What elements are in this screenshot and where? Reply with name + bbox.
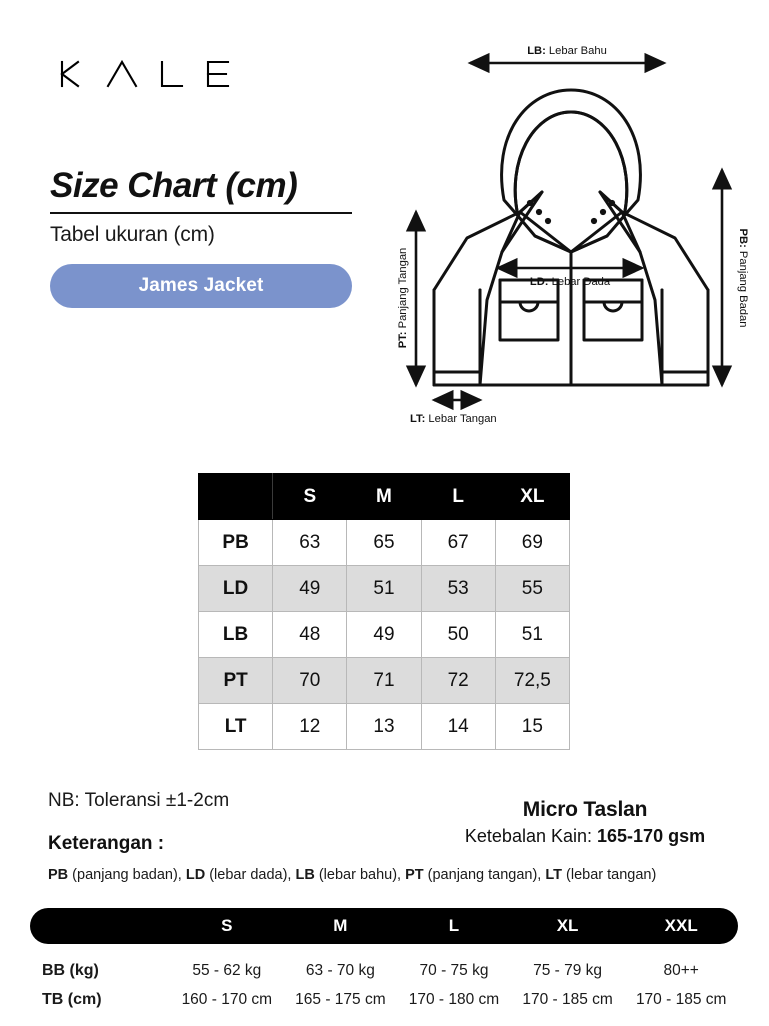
legend-desc-pb: (panjang badan),	[68, 867, 186, 883]
size-row-label-pt: PT	[199, 658, 273, 704]
legend-block	[48, 833, 728, 883]
size-row-label-lb: LB	[199, 612, 273, 658]
legend-desc-ld: (lebar dada),	[205, 867, 296, 883]
size-table	[198, 473, 570, 750]
fabric-weight-label: Ketebalan Kain:	[464, 826, 598, 846]
body-cell-tb-xl: 170 - 185 cm	[522, 990, 613, 1008]
body-cell-bb-l: 70 - 75 kg	[419, 961, 489, 979]
legend-abbr-pt: PT	[405, 867, 424, 883]
page-title: Size Chart (cm)	[50, 166, 298, 205]
size-table-col-m: M	[347, 474, 421, 520]
size-cell-lb-xl: 51	[495, 612, 569, 658]
heading-block	[50, 168, 355, 308]
body-cell-bb-xl: 75 - 79 kg	[533, 961, 603, 979]
size-cell-pb-l: 67	[421, 520, 495, 566]
body-cell-bb-m: 63 - 70 kg	[305, 961, 375, 979]
table-row	[30, 956, 738, 985]
legend-desc-lt: (lebar tangan)	[562, 867, 657, 883]
size-cell-ld-s: 49	[273, 566, 347, 612]
body-cell-tb-l: 170 - 180 cm	[408, 990, 500, 1008]
size-cell-pt-l: 72	[421, 658, 495, 704]
size-cell-lt-s: 12	[273, 704, 347, 750]
legend-abbr-ld: LD	[185, 867, 206, 883]
legend-abbr-lt: LT	[545, 867, 563, 883]
page-subtitle: Tabel ukuran (cm)	[50, 222, 215, 246]
pt-dimension-label: PT: Panjang Tangan	[397, 247, 409, 349]
fabric-name: Micro Taslan	[522, 798, 648, 821]
size-table-col-s: S	[273, 474, 347, 520]
size-table-col-l: L	[421, 474, 495, 520]
body-row-label-tb: TB (cm)	[42, 990, 102, 1008]
size-table-header-row	[199, 474, 570, 520]
tolerance-note: NB: Toleransi ±1-2cm	[48, 790, 230, 811]
pb-dimension-label: PB: Panjang Badan	[737, 228, 749, 328]
collar-stud-group	[527, 200, 615, 224]
size-cell-lb-l: 50	[421, 612, 495, 658]
body-table-header-row	[30, 908, 738, 944]
legend-abbr-pb: PB	[48, 867, 69, 883]
table-row	[199, 566, 570, 612]
table-row	[199, 658, 570, 704]
size-cell-pt-s: 70	[273, 658, 347, 704]
size-table-col-xl: XL	[495, 474, 569, 520]
body-cell-tb-s: 160 - 170 cm	[181, 990, 273, 1008]
lt-dimension-label: LT: Lebar Tangan	[410, 413, 497, 425]
body-table-col-m: M	[333, 916, 348, 935]
size-cell-pb-m: 65	[347, 520, 421, 566]
size-cell-pb-s: 63	[273, 520, 347, 566]
table-row	[199, 704, 570, 750]
body-table-col-xxl: XXL	[664, 916, 698, 935]
size-cell-ld-xl: 55	[495, 566, 569, 612]
size-cell-ld-l: 53	[421, 566, 495, 612]
size-cell-pb-xl: 69	[495, 520, 569, 566]
brand-logo	[56, 52, 236, 96]
body-row-label-bb: BB (kg)	[42, 961, 99, 979]
ld-dimension-label: LD: Lebar Dada	[529, 276, 611, 288]
body-cell-bb-s: 55 - 62 kg	[192, 961, 262, 979]
legend-line	[48, 867, 728, 883]
body-measurement-table	[30, 908, 738, 1014]
size-row-label-ld: LD	[199, 566, 273, 612]
table-row	[30, 985, 738, 1014]
size-cell-lt-m: 13	[347, 704, 421, 750]
size-cell-lb-m: 49	[347, 612, 421, 658]
body-table-col-xl: XL	[556, 916, 579, 935]
size-cell-pt-xl: 72,5	[495, 658, 569, 704]
body-cell-bb-xxl: 80++	[663, 961, 699, 979]
lb-dimension-label: LB: Lebar Bahu	[527, 45, 607, 57]
body-cell-tb-xxl: 170 - 185 cm	[635, 990, 727, 1008]
size-cell-lt-l: 14	[421, 704, 495, 750]
table-row	[199, 612, 570, 658]
size-cell-pt-m: 71	[347, 658, 421, 704]
table-row	[199, 520, 570, 566]
fabric-weight-value: 165-170 gsm	[597, 826, 706, 846]
legend-desc-lb: (lebar bahu),	[314, 867, 406, 883]
size-cell-lb-s: 48	[273, 612, 347, 658]
legend-abbr-lb: LB	[295, 867, 315, 883]
size-cell-lt-xl: 15	[495, 704, 569, 750]
product-name-badge: James Jacket	[50, 264, 352, 308]
jacket-diagram	[392, 40, 754, 432]
body-cell-tb-m: 165 - 175 cm	[295, 990, 386, 1008]
size-row-label-lt: LT	[199, 704, 273, 750]
size-row-label-pb: PB	[199, 520, 273, 566]
legend-title: Keterangan :	[48, 833, 165, 854]
legend-desc-pt: (panjang tangan),	[423, 867, 546, 883]
body-table-col-s: S	[221, 916, 233, 935]
body-table-col-l: L	[448, 916, 460, 935]
size-table-corner	[199, 474, 273, 520]
title-underline	[50, 212, 352, 214]
size-cell-ld-m: 51	[347, 566, 421, 612]
